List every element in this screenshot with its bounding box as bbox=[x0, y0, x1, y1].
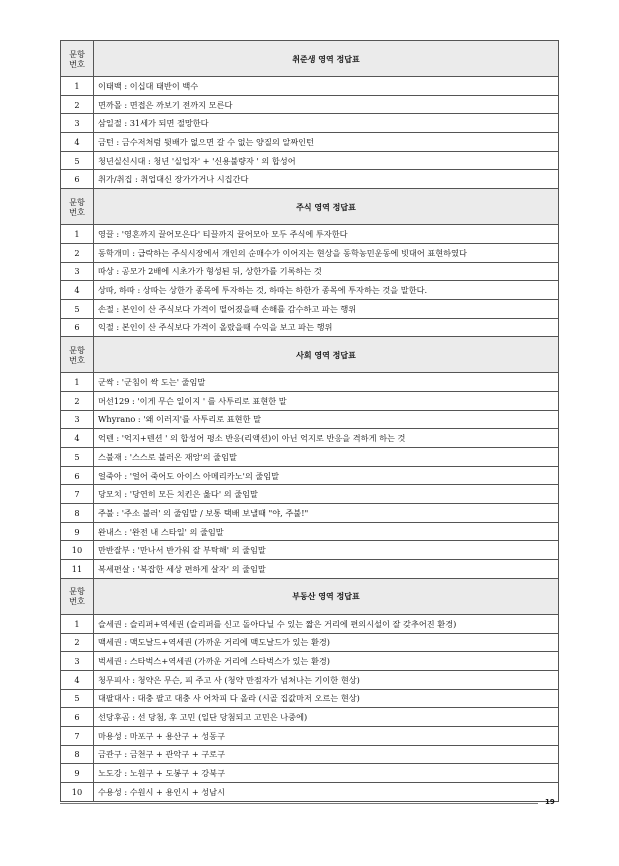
row-answer: 당모치 : '당연히 모든 치킨은 옳다' 의 줄임말 bbox=[94, 485, 559, 504]
section-header-row bbox=[61, 189, 559, 225]
table-row bbox=[61, 670, 559, 689]
row-number: 2 bbox=[61, 95, 94, 114]
table-row bbox=[61, 225, 559, 244]
table-row bbox=[61, 541, 559, 560]
header-label-line2: 번호 bbox=[69, 206, 85, 217]
row-number: 6 bbox=[61, 466, 94, 485]
table-row bbox=[61, 373, 559, 392]
row-answer: 벅세권 : 스타벅스+역세권 (가까운 거리에 스타벅스가 있는 환경) bbox=[94, 652, 559, 671]
row-answer: Whyrano : '왜 이러지'를 사투리로 표현한 말 bbox=[94, 410, 559, 429]
row-answer: 취가/취집 : 취업대신 장가가거나 시집간다 bbox=[94, 170, 559, 189]
row-answer: 금턴 : 금수저처럼 뒷배가 없으면 갈 수 없는 양질의 알짜인턴 bbox=[94, 133, 559, 152]
row-answer: 익절 : 본인이 산 주식보다 가격이 올랐을때 수익을 보고 파는 행위 bbox=[94, 318, 559, 337]
row-number: 7 bbox=[61, 485, 94, 504]
question-number-header bbox=[61, 189, 94, 225]
row-answer: 완내스 : '완전 내 스타일' 의 줄임말 bbox=[94, 522, 559, 541]
row-answer: 수용성 : 수원시 + 용인시 + 성남시 bbox=[94, 783, 559, 802]
table-row bbox=[61, 243, 559, 262]
row-number: 4 bbox=[61, 670, 94, 689]
table-row bbox=[61, 410, 559, 429]
table-row bbox=[61, 151, 559, 170]
row-number: 4 bbox=[61, 281, 94, 300]
row-answer: 선당후곰 : 선 당첨, 후 고민 (일단 당첨되고 고민은 나중에) bbox=[94, 708, 559, 727]
table-row bbox=[61, 466, 559, 485]
table-row bbox=[61, 318, 559, 337]
row-answer: 스불재 : '스스로 불러온 재앙'의 줄임말 bbox=[94, 448, 559, 467]
row-answer: 머선129 : '이게 무슨 일이지 ' 를 사투리로 표현한 말 bbox=[94, 391, 559, 410]
row-answer: 상따, 하따 : 상따는 상한가 종목에 투자하는 것, 하따는 하한가 종목에 투자하는 것을 말한다. bbox=[94, 281, 559, 300]
header-label-line2: 번호 bbox=[69, 354, 85, 365]
table-row bbox=[61, 448, 559, 467]
row-number: 4 bbox=[61, 429, 94, 448]
table-row bbox=[61, 281, 559, 300]
row-number: 1 bbox=[61, 614, 94, 633]
table-row bbox=[61, 170, 559, 189]
row-number: 8 bbox=[61, 504, 94, 523]
table-row bbox=[61, 95, 559, 114]
row-number: 9 bbox=[61, 522, 94, 541]
row-answer: 맥세권 : 맥도날드+역세권 (가까운 거리에 맥도날드가 있는 환경) bbox=[94, 633, 559, 652]
row-answer: 청년실신시대 : 청년 '실업자' + '신용불량자 ' 의 합성어 bbox=[94, 151, 559, 170]
row-number: 6 bbox=[61, 170, 94, 189]
table-row bbox=[61, 262, 559, 281]
header-label-line2: 번호 bbox=[69, 58, 85, 69]
table-row bbox=[61, 391, 559, 410]
row-answer: 금관구 : 금천구 + 관악구 + 구로구 bbox=[94, 745, 559, 764]
row-number: 5 bbox=[61, 448, 94, 467]
header-label-line1: 문항 bbox=[69, 196, 85, 207]
footer-divider bbox=[60, 803, 538, 804]
row-answer: 노도강 : 노원구 + 도봉구 + 강북구 bbox=[94, 764, 559, 783]
table-row bbox=[61, 485, 559, 504]
row-number: 5 bbox=[61, 689, 94, 708]
table-row bbox=[61, 114, 559, 133]
row-answer: 마용성 : 마포구 + 용산구 + 성동구 bbox=[94, 726, 559, 745]
row-number: 3 bbox=[61, 114, 94, 133]
answer-table bbox=[60, 40, 559, 802]
question-number-header bbox=[61, 578, 94, 614]
row-number: 3 bbox=[61, 410, 94, 429]
row-answer: 면까몰 : 면접은 까보기 전까지 모른다 bbox=[94, 95, 559, 114]
row-number: 1 bbox=[61, 225, 94, 244]
row-number: 2 bbox=[61, 633, 94, 652]
row-answer: 이태백 : 이십대 태반이 백수 bbox=[94, 77, 559, 96]
row-answer: 주불 : '주소 불러' 의 줄임말 / 보통 택배 보낼때 "야, 주불!" bbox=[94, 504, 559, 523]
row-answer: 삼일절 : 31세가 되면 절망한다 bbox=[94, 114, 559, 133]
row-number: 6 bbox=[61, 318, 94, 337]
row-number: 3 bbox=[61, 262, 94, 281]
table-row bbox=[61, 560, 559, 579]
answer-sheet bbox=[60, 40, 559, 802]
row-number: 4 bbox=[61, 133, 94, 152]
section-header-row bbox=[61, 41, 559, 77]
row-number: 11 bbox=[61, 560, 94, 579]
table-row bbox=[61, 708, 559, 727]
row-answer: 대팔대사 : 대충 팔고 대충 사 어차피 다 올라 (시골 집값마저 오르는 현상) bbox=[94, 689, 559, 708]
page-number: 19 bbox=[545, 798, 555, 806]
row-number: 6 bbox=[61, 708, 94, 727]
section-title: 취준생 영역 정답표 bbox=[94, 41, 559, 77]
table-row bbox=[61, 689, 559, 708]
section-title: 사회 영역 정답표 bbox=[94, 337, 559, 373]
table-row bbox=[61, 504, 559, 523]
row-answer: 슬세권 : 슬리퍼+역세권 (슬리퍼를 신고 돌아다닐 수 있는 짧은 거리에 편의시설이 잘 갖추어진 환경) bbox=[94, 614, 559, 633]
header-label-line1: 문항 bbox=[69, 586, 85, 597]
table-row bbox=[61, 299, 559, 318]
table-row bbox=[61, 633, 559, 652]
table-row bbox=[61, 429, 559, 448]
table-row bbox=[61, 614, 559, 633]
row-number: 8 bbox=[61, 745, 94, 764]
section-title: 부동산 영역 정답표 bbox=[94, 578, 559, 614]
row-answer: 따상 : 공모가 2배에 시초가가 형성된 뒤, 상한가를 기록하는 것 bbox=[94, 262, 559, 281]
row-number: 2 bbox=[61, 243, 94, 262]
row-number: 1 bbox=[61, 77, 94, 96]
row-number: 9 bbox=[61, 764, 94, 783]
table-row bbox=[61, 77, 559, 96]
row-answer: 청무피사 : 청약은 무슨, 피 주고 사 (청약 만점자가 넘쳐나는 기이한 현상) bbox=[94, 670, 559, 689]
row-number: 10 bbox=[61, 783, 94, 802]
table-row bbox=[61, 745, 559, 764]
table-row bbox=[61, 726, 559, 745]
row-answer: 복세편살 : '복잡한 세상 편하게 살자' 의 줄임말 bbox=[94, 560, 559, 579]
table-row bbox=[61, 764, 559, 783]
row-number: 3 bbox=[61, 652, 94, 671]
row-number: 2 bbox=[61, 391, 94, 410]
row-answer: 억텐 : '억지+텐션 ' 의 합성어 평소 반응(리액션)이 아닌 억지로 반응을 격하게 하는 것 bbox=[94, 429, 559, 448]
row-answer: 얼죽아 : '얼어 죽어도 아이스 아메리카노'의 줄임말 bbox=[94, 466, 559, 485]
row-answer: 영끌 : '영혼까지 끌어모은다' 티끌까지 끌어모아 모두 주식에 투자한다 bbox=[94, 225, 559, 244]
question-number-header bbox=[61, 337, 94, 373]
row-answer: 동학개미 : 급락하는 주식시장에서 개인의 순매수가 이어지는 현상을 동학농민운동에 빗대어 표현하였다 bbox=[94, 243, 559, 262]
header-label-line1: 문항 bbox=[69, 344, 85, 355]
row-answer: 군싹 : '군침이 싹 도는' 줄임말 bbox=[94, 373, 559, 392]
row-number: 5 bbox=[61, 299, 94, 318]
table-row bbox=[61, 133, 559, 152]
row-number: 7 bbox=[61, 726, 94, 745]
table-row bbox=[61, 652, 559, 671]
header-label-line1: 문항 bbox=[69, 48, 85, 59]
header-label-line2: 번호 bbox=[69, 596, 85, 607]
row-number: 1 bbox=[61, 373, 94, 392]
row-number: 5 bbox=[61, 151, 94, 170]
section-title: 주식 영역 정답표 bbox=[94, 189, 559, 225]
section-header-row bbox=[61, 337, 559, 373]
question-number-header bbox=[61, 41, 94, 77]
table-row bbox=[61, 783, 559, 802]
section-header-row bbox=[61, 578, 559, 614]
answer-table-body bbox=[61, 41, 559, 802]
row-answer: 만반잘부 : '만나서 반가워 잘 부탁해' 의 줄임말 bbox=[94, 541, 559, 560]
table-row bbox=[61, 522, 559, 541]
row-number: 10 bbox=[61, 541, 94, 560]
row-answer: 손절 : 본인이 산 주식보다 가격이 떨어졌을때 손해를 감수하고 파는 행위 bbox=[94, 299, 559, 318]
